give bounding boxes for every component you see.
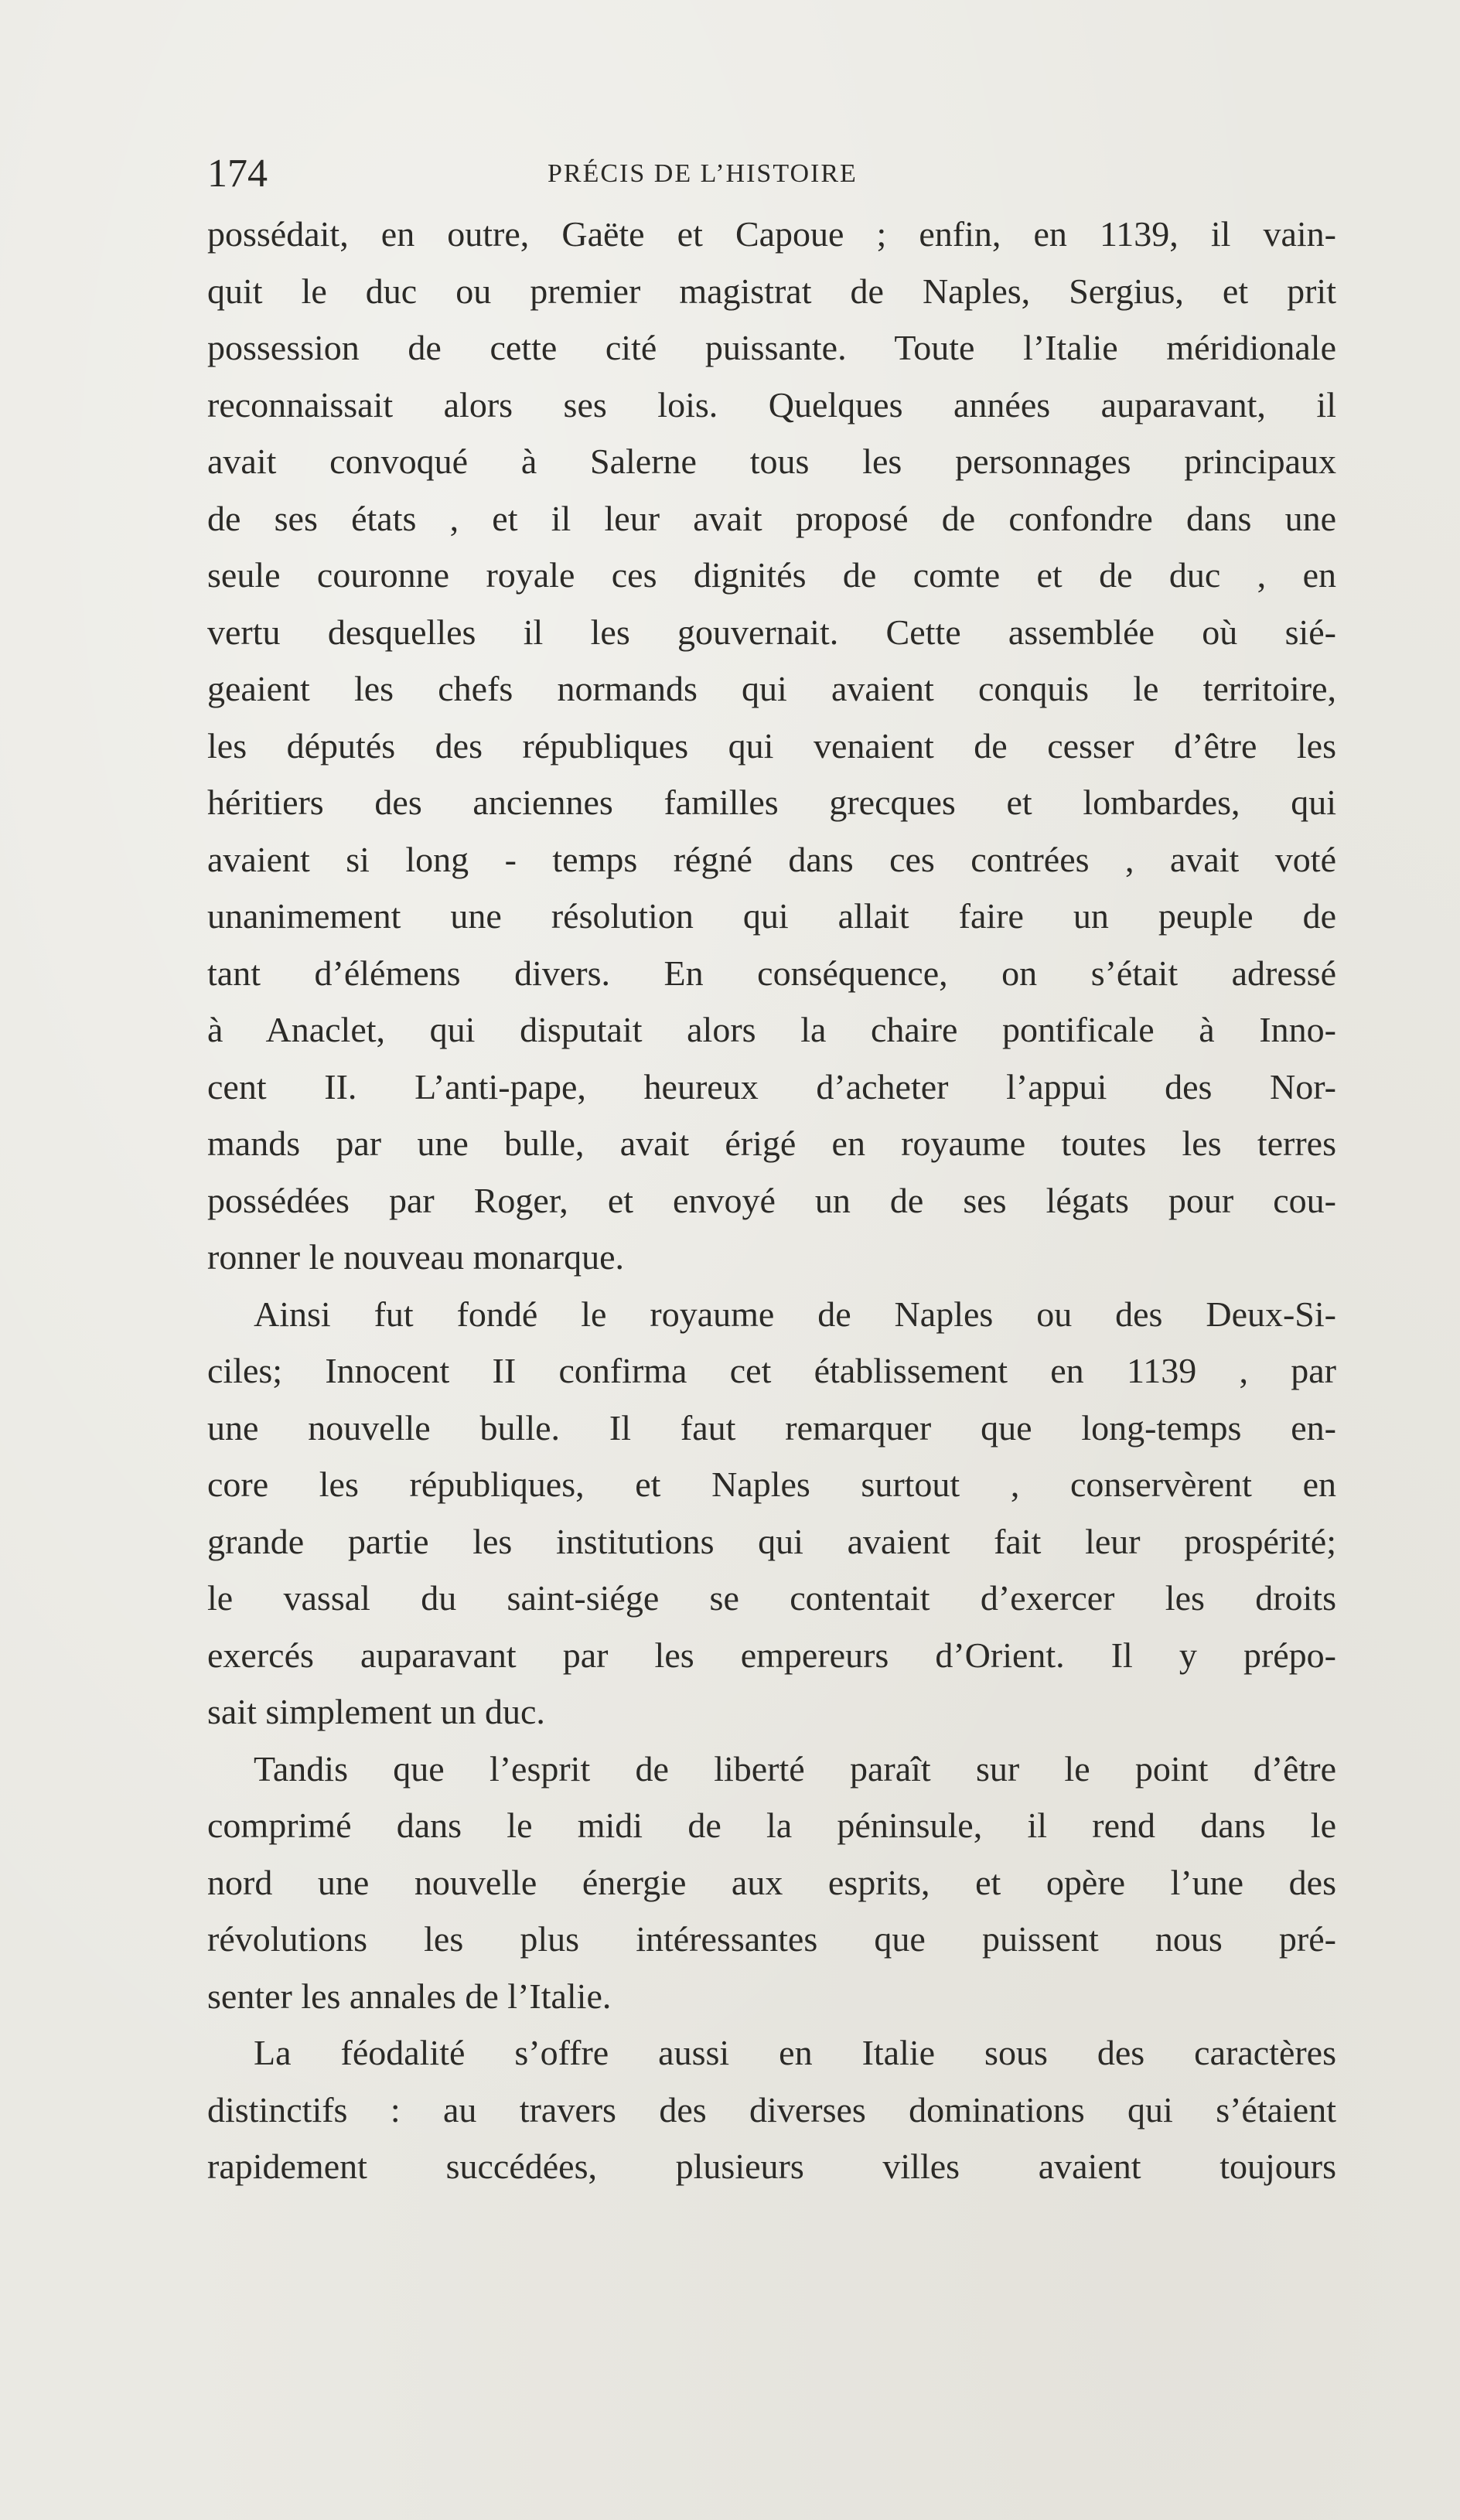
text-line: les députés des républiques qui venaient de cesser d’être les bbox=[207, 725, 1336, 766]
text-line: rapidement succédées, plusieurs villes avaient toujours bbox=[207, 2147, 1336, 2186]
text-line: à Anaclet, qui disputait alors la chaire pontificale à Inno- bbox=[207, 1010, 1336, 1049]
text-line: reconnaissait alors ses lois. Quelques années auparavant, il bbox=[207, 384, 1336, 425]
text-line: ronner le nouveau monarque. bbox=[207, 1237, 625, 1277]
text-line: possédait, en outre, Gaëte et Capoue ; enfin, en 1139, il vain- bbox=[207, 214, 1336, 254]
text-line: Tandis que l’esprit de liberté paraît sur le point d’être bbox=[254, 1748, 1336, 1789]
text-line: avaient si long - temps régné dans ces contrées , avait voté bbox=[207, 839, 1336, 879]
text-line: possédées par Roger, et envoyé un de ses légats pour cou- bbox=[207, 1180, 1336, 1220]
text-line: Ainsi fut fondé le royaume de Naples ou des Deux-Si- bbox=[254, 1294, 1336, 1334]
text-line: seule couronne royale ces dignités de comte et de duc , en bbox=[207, 555, 1336, 595]
text-line: core les républiques, et Naples surtout , conservèrent en bbox=[207, 1465, 1336, 1504]
text-line: La féodalité s’offre aussi en Italie sous des caractères bbox=[254, 2033, 1336, 2072]
text-line: de ses états , et il leur avait proposé de confondre dans une bbox=[207, 498, 1336, 538]
body-text bbox=[207, 206, 1336, 2195]
text-line: ciles; Innocent II confirma cet établissement en 1139 , par bbox=[207, 1351, 1336, 1390]
text-line: possession de cette cité puissante. Toute l’Italie méridionale bbox=[207, 328, 1336, 367]
text-line: cent II. L’anti-pape, heureux d’acheter l’appui des Nor- bbox=[207, 1066, 1336, 1107]
text-line: sait simplement un duc. bbox=[207, 1692, 545, 1731]
text-line: comprimé dans le midi de la péninsule, il rend dans le bbox=[207, 1806, 1336, 1845]
text-line: héritiers des anciennes familles grecques et lombardes, qui bbox=[207, 783, 1336, 822]
text-line: une nouvelle bulle. Il faut remarquer que long-temps en- bbox=[207, 1407, 1336, 1448]
text-line: senter les annales de l’Italie. bbox=[207, 1976, 612, 2016]
page-header bbox=[207, 147, 1315, 201]
text-line: mands par une bulle, avait érigé en royaume toutes les terres bbox=[207, 1124, 1336, 1163]
running-title: PRÉCIS DE L’HISTOIRE bbox=[548, 159, 858, 188]
text-line: avait convoqué à Salerne tous les personnages principaux bbox=[207, 442, 1336, 481]
text-line: unanimement une résolution qui allait faire un peuple de bbox=[207, 896, 1336, 936]
text-line: quit le duc ou premier magistrat de Naples, Sergius, et prit bbox=[207, 271, 1336, 311]
text-line: geaient les chefs normands qui avaient conquis le territoire, bbox=[207, 669, 1336, 708]
text-line: distinctifs : au travers des diverses dominations qui s’étaient bbox=[207, 2089, 1336, 2130]
text-line: le vassal du saint-siége se contentait d’exercer les droits bbox=[207, 1578, 1336, 1618]
page-number: 174 bbox=[207, 152, 268, 196]
text-line: exercés auparavant par les empereurs d’Orient. Il y prépo- bbox=[207, 1635, 1336, 1675]
text-line: grande partie les institutions qui avaient fait leur prospérité; bbox=[207, 1521, 1336, 1561]
text-line: tant d’élémens divers. En conséquence, on s’était adressé bbox=[207, 953, 1336, 993]
text-line: révolutions les plus intéressantes que puissent nous pré- bbox=[207, 1919, 1336, 1959]
text-line: vertu desquelles il les gouvernait. Cette assemblée où sié- bbox=[207, 612, 1336, 652]
text-line: nord une nouvelle énergie aux esprits, et opère l’une des bbox=[207, 1862, 1336, 1902]
